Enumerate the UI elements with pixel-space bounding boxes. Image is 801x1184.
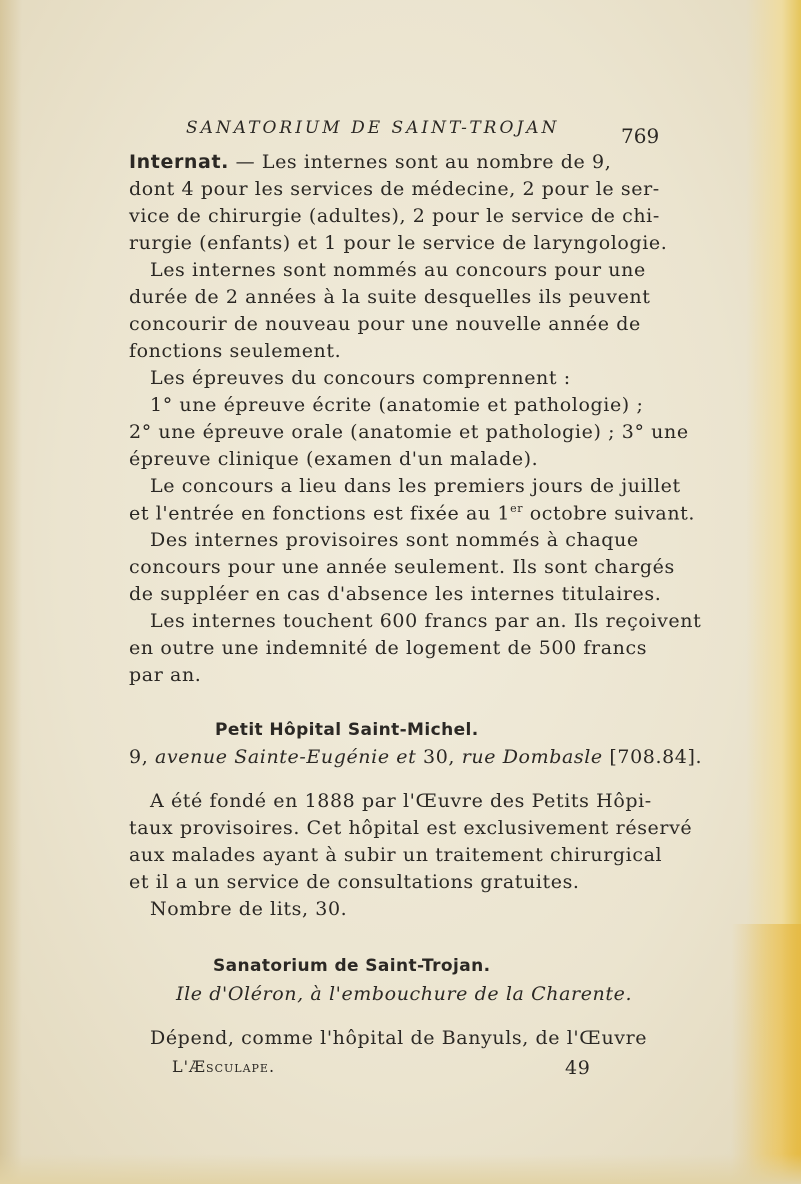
petit-hopital-line: aux malades ayant à subir un traitement chirurgical	[129, 844, 663, 866]
page-edge-stain-bottom-right	[731, 924, 801, 1184]
internat-line-14b: octobre suivant.	[523, 502, 696, 525]
internat-line: Le concours a lieu dans les premiers jours de juillet	[150, 475, 681, 497]
address-prefix: 9,	[129, 746, 149, 768]
petit-hopital-line: et il a un service de consultations gratuites.	[129, 871, 580, 893]
internat-line-14a: et l'entrée en fonctions est fixée au 1	[129, 502, 511, 525]
page-number: 769	[621, 124, 660, 148]
internat-line: fonctions seulement.	[129, 340, 342, 362]
internat-line: rurgie (enfants) et 1 pour le service de laryngologie.	[129, 232, 668, 254]
petit-hopital-line: Nombre de lits, 30.	[150, 898, 348, 920]
internat-line-1-rest: — Les internes sont au nombre de 9,	[228, 151, 612, 173]
internat-line: vice de chirurgie (adultes), 2 pour le service de chi-	[129, 205, 660, 227]
internat-line: concours pour une année seulement. Ils sont chargés	[129, 556, 675, 578]
section-title-petit-hopital: Petit Hôpital Saint-Michel.	[215, 720, 479, 740]
footer-signature: L'Æsculape.	[172, 1057, 276, 1076]
internat-line: 2° une épreuve orale (anatomie et pathologie) ; 3° une	[129, 421, 689, 443]
phone-number: [708.84].	[609, 746, 703, 768]
internat-line: Les internes touchent 600 francs par an. Ils reçoivent	[150, 610, 702, 632]
internat-line: durée de 2 années à la suite desquelles ils peuvent	[129, 286, 651, 308]
petit-hopital-line: A été fondé en 1888 par l'Œuvre des Petits Hôpi-	[150, 790, 652, 812]
petit-hopital-address	[129, 746, 702, 768]
internat-line: Internat. — Les internes sont au nombre de 9,	[129, 151, 612, 173]
internat-line: concourir de nouveau pour une nouvelle année de	[129, 313, 641, 335]
internat-line: épreuve clinique (examen d'un malade).	[129, 448, 539, 470]
address-street-1: avenue Sainte-Eugénie et	[154, 746, 417, 768]
sanatorium-location: Ile d'Oléron, à l'embouchure de la Charente.	[176, 983, 633, 1005]
internat-line: Des internes provisoires sont nommés à chaque	[150, 529, 639, 551]
sanatorium-line: Dépend, comme l'hôpital de Banyuls, de l'Œuvre	[150, 1027, 648, 1049]
page-edge-shadow-bottom	[0, 1154, 801, 1184]
address-street-2: rue Dombasle	[461, 746, 603, 768]
petit-hopital-line: taux provisoires. Cet hôpital est exclusivement réservé	[129, 817, 693, 839]
internat-line	[129, 502, 695, 524]
internat-line: Les internes sont nommés au concours pour une	[150, 259, 646, 281]
address-number: 30,	[423, 746, 456, 768]
internat-line: dont 4 pour les services de médecine, 2 pour le ser-	[129, 178, 660, 200]
internat-line: par an.	[129, 664, 202, 686]
internat-line: de suppléer en cas d'absence les internes titulaires.	[129, 583, 662, 605]
internat-line: en outre une indemnité de logement de 500 francs	[129, 637, 648, 659]
internat-line: Les épreuves du concours comprennent :	[150, 367, 571, 389]
page-edge-shadow-left	[0, 0, 22, 1184]
running-header: SANATORIUM DE SAINT-TROJAN	[186, 118, 560, 138]
section-title-sanatorium: Sanatorium de Saint-Trojan.	[213, 956, 491, 976]
superscript-er: er	[510, 502, 524, 515]
internat-line: 1° une épreuve écrite (anatomie et pathologie) ;	[150, 394, 644, 416]
sheet-number: 49	[565, 1057, 591, 1079]
